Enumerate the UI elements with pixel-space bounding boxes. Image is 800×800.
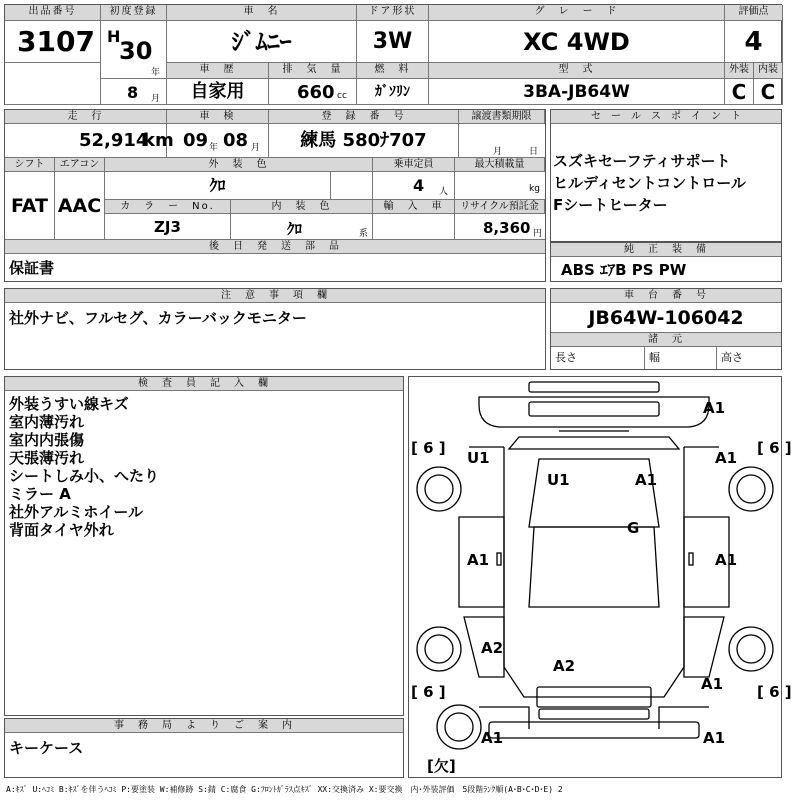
sales-point: ヒルディセントコントロール	[553, 174, 746, 192]
inspector-note: シートしみ小、へたり	[9, 467, 160, 485]
right-handle-shape	[689, 553, 693, 565]
mileage-unit: km	[143, 130, 174, 151]
spare-wheel-shape	[437, 705, 481, 749]
color-no-label: カ ラ ー No.	[105, 200, 231, 214]
shift: FAT	[5, 172, 55, 240]
fuel: ｶﾞｿﾘﾝ	[357, 79, 429, 105]
plate-number: 練馬 580ﾅ707	[269, 124, 459, 158]
left-handle-shape	[497, 553, 501, 565]
rear-corners-shape	[479, 707, 709, 729]
door-label: ドア形状	[357, 5, 429, 21]
mark-fl: U1	[467, 449, 490, 467]
later-parts: 保証書	[9, 259, 55, 277]
int-color-cell	[231, 214, 373, 240]
insp-year: 09	[183, 130, 209, 151]
mark-bottom-r: A1	[703, 729, 726, 747]
first-reg-label: 初度登録	[101, 5, 167, 21]
front-bumper-shape	[529, 382, 659, 392]
disp-cell	[269, 79, 357, 105]
transfer-label: 譲渡書類期限	[459, 110, 545, 124]
transfer-month: 月	[493, 147, 503, 157]
mark-roof-r: A1	[635, 471, 658, 489]
ac-label: エアコン	[55, 158, 105, 172]
history-label: 車 歴	[167, 63, 269, 79]
year-unit: 年	[151, 68, 161, 78]
lot-blank	[5, 63, 101, 105]
import-cell	[373, 214, 455, 240]
transfer-cell	[459, 124, 545, 158]
displacement: 660	[297, 82, 335, 103]
first-reg-month-cell	[101, 79, 167, 105]
rear-bumper-shape	[539, 709, 649, 719]
height-cell: 高さ	[721, 351, 743, 364]
mark-front: A1	[703, 399, 726, 417]
mileage-cell	[5, 124, 174, 158]
inspector-note: 室内内張傷	[9, 431, 85, 449]
inspector-note: 外装うすい線キズ	[9, 395, 129, 413]
tire-tl-label: [ 6 ]	[411, 439, 446, 457]
reg-year: 30	[119, 37, 153, 65]
import-label: 輸 入 車	[373, 200, 455, 214]
tire-tr-label: [ 6 ]	[757, 439, 792, 457]
sales-point: スズキセーフティサポート	[553, 152, 731, 170]
chassis-section	[550, 288, 782, 370]
inspector-note: 背面タイヤ外れ	[9, 521, 114, 539]
windshield-shape	[509, 437, 679, 449]
office-section	[4, 718, 404, 778]
disp-unit: cc	[337, 91, 347, 101]
car-name: ｼﾞﾑﾆｰ	[167, 21, 357, 63]
load-label: 最大積載量	[455, 158, 545, 172]
chassis-number: JB64W-106042	[551, 303, 781, 333]
ext-rating: C	[725, 79, 754, 105]
mark-right-mid: A1	[715, 551, 738, 569]
tire-br-label: [ 6 ]	[757, 683, 792, 701]
mark-fr: A1	[715, 449, 738, 467]
color-number: ZJ3	[105, 214, 231, 240]
score-label: 評価点	[725, 5, 783, 21]
sales-points-section	[550, 109, 782, 242]
capacity-cell	[373, 172, 455, 200]
mark-rear-r: A1	[701, 675, 724, 693]
fuel-label: 燃 料	[357, 63, 429, 79]
history: 自家用	[167, 79, 269, 105]
transfer-day: 日	[529, 147, 539, 157]
equipment: ABS ｴｱB PS PW	[561, 261, 687, 279]
right-rear-shape	[684, 617, 724, 677]
plate-label: 登 録 番 号	[269, 110, 459, 124]
recycle-label: リサイクル預託金	[455, 200, 545, 214]
mark-rear-c: A2	[553, 657, 576, 675]
front-grille-shape	[529, 402, 659, 416]
inspector-note: 室内薄汚れ	[9, 413, 85, 431]
exterior-color: ｸﾛ	[105, 172, 331, 200]
wheel-rl-shape	[417, 627, 461, 671]
notice-label: 注 意 事 項 欄	[5, 289, 545, 303]
ext-label: 外装	[725, 63, 754, 79]
name-label: 車 名	[167, 5, 357, 21]
recycle-unit: 円	[533, 229, 543, 239]
aircon: AAC	[55, 172, 105, 240]
color-label: 外 装 色	[105, 158, 373, 172]
car-outline	[409, 377, 781, 777]
capacity-label: 乗車定員	[373, 158, 455, 172]
inspector-section	[4, 376, 404, 716]
capacity: 4	[413, 176, 425, 195]
mileage-label: 走 行	[5, 110, 167, 124]
notice-section	[4, 288, 546, 370]
inspector-label: 検 査 員 記 入 欄	[5, 377, 403, 391]
equipment-section	[550, 242, 782, 282]
recycle-cell	[455, 214, 545, 240]
car-diagram	[408, 376, 792, 778]
inspection-label: 車 検	[167, 110, 269, 124]
shift-label: シフト	[5, 158, 55, 172]
inspector-note: 天張薄汚れ	[9, 449, 85, 467]
equip-label: 純 正 装 備	[551, 243, 781, 257]
capacity-unit: 人	[439, 187, 449, 197]
vehicle-details-section	[4, 109, 546, 282]
mileage: 52,914	[79, 130, 149, 151]
lot-label: 出品番号	[5, 5, 101, 21]
disp-label: 排 気 量	[269, 63, 357, 79]
cabin-shape	[529, 527, 659, 607]
int-color-unit: 系	[359, 229, 369, 239]
inspector-note: ミラー A	[9, 485, 71, 503]
grade-label: グ レ ー ド	[429, 5, 725, 21]
mark-roof-l: U1	[547, 471, 570, 489]
spare-label: [欠]	[427, 757, 456, 775]
score: 4	[725, 21, 783, 63]
chassis-label: 車 台 番 号	[551, 289, 781, 303]
wheel-fr-shape	[729, 467, 773, 511]
inspector-notes	[9, 395, 399, 575]
model-label: 型 式	[429, 63, 725, 79]
notice: 社外ナビ、フルセグ、カラーバックモニター	[9, 309, 307, 327]
office-note: キーケース	[9, 739, 84, 757]
rear-step-shape	[489, 722, 699, 738]
mark-bottom-l: A1	[481, 729, 504, 747]
header-section	[4, 4, 782, 105]
insp-month-unit: 月	[251, 143, 261, 153]
insp-month: 08	[223, 130, 249, 151]
int-label: 内装	[754, 63, 783, 79]
sales-label: セ ー ル ス ポ イ ン ト	[551, 110, 781, 124]
tire-bl-label: [ 6 ]	[411, 683, 446, 701]
footer-legend: A:ｷｽﾞ U:ﾍｺﾐ B:ｷｽﾞを伴うﾍｺﾐ P:要塗装 W:補修跡 S:錆 C:腐食 G:ﾌﾛﾝﾄｶﾞﾗｽ点ｷｽﾞ XX:交換済み X:要交換 内･外装評価 5段階ﾗﾝｸ順(A･B･C･D･E) 2	[6, 785, 563, 794]
color-extra	[331, 172, 373, 200]
reg-month: 8	[127, 83, 139, 102]
roof-shape	[529, 459, 659, 527]
lot-number: 3107	[5, 21, 101, 63]
door-type: 3W	[357, 21, 429, 63]
load-cell	[455, 172, 545, 200]
mark-rear-l: A2	[481, 639, 504, 657]
mark-left-mid: A1	[467, 551, 490, 569]
width-cell: 幅	[645, 347, 717, 369]
office-label: 事 務 局 よ り ご 案 内	[5, 719, 403, 733]
mark-glass: G	[627, 519, 640, 537]
sales-point: Fシートヒーター	[553, 196, 668, 214]
wheel-rr-shape	[729, 627, 773, 671]
int-rating: C	[754, 79, 783, 105]
spec-label: 諸 元	[551, 333, 781, 347]
int-color-label: 内 装 色	[231, 200, 373, 214]
interior-color: ｸﾛ	[287, 220, 303, 238]
sales-points-list	[553, 152, 779, 222]
month-unit: 月	[151, 94, 161, 104]
insp-year-unit: 年	[209, 143, 219, 153]
era: H	[107, 27, 121, 46]
inspection-cell	[167, 124, 269, 158]
first-reg-year-cell	[101, 21, 167, 79]
wheel-fl-shape	[417, 467, 461, 511]
length-cell: 長さ	[551, 347, 645, 369]
model: 3BA-JB64W	[429, 79, 725, 105]
recycle-fee: 8,360	[483, 219, 531, 237]
load-unit: kg	[529, 184, 540, 194]
grade: XC 4WD	[429, 21, 725, 63]
hood-front-shape	[479, 397, 709, 405]
later-label: 後 日 発 送 部 品	[5, 240, 545, 254]
inspector-note: 社外アルミホイール	[9, 503, 144, 521]
